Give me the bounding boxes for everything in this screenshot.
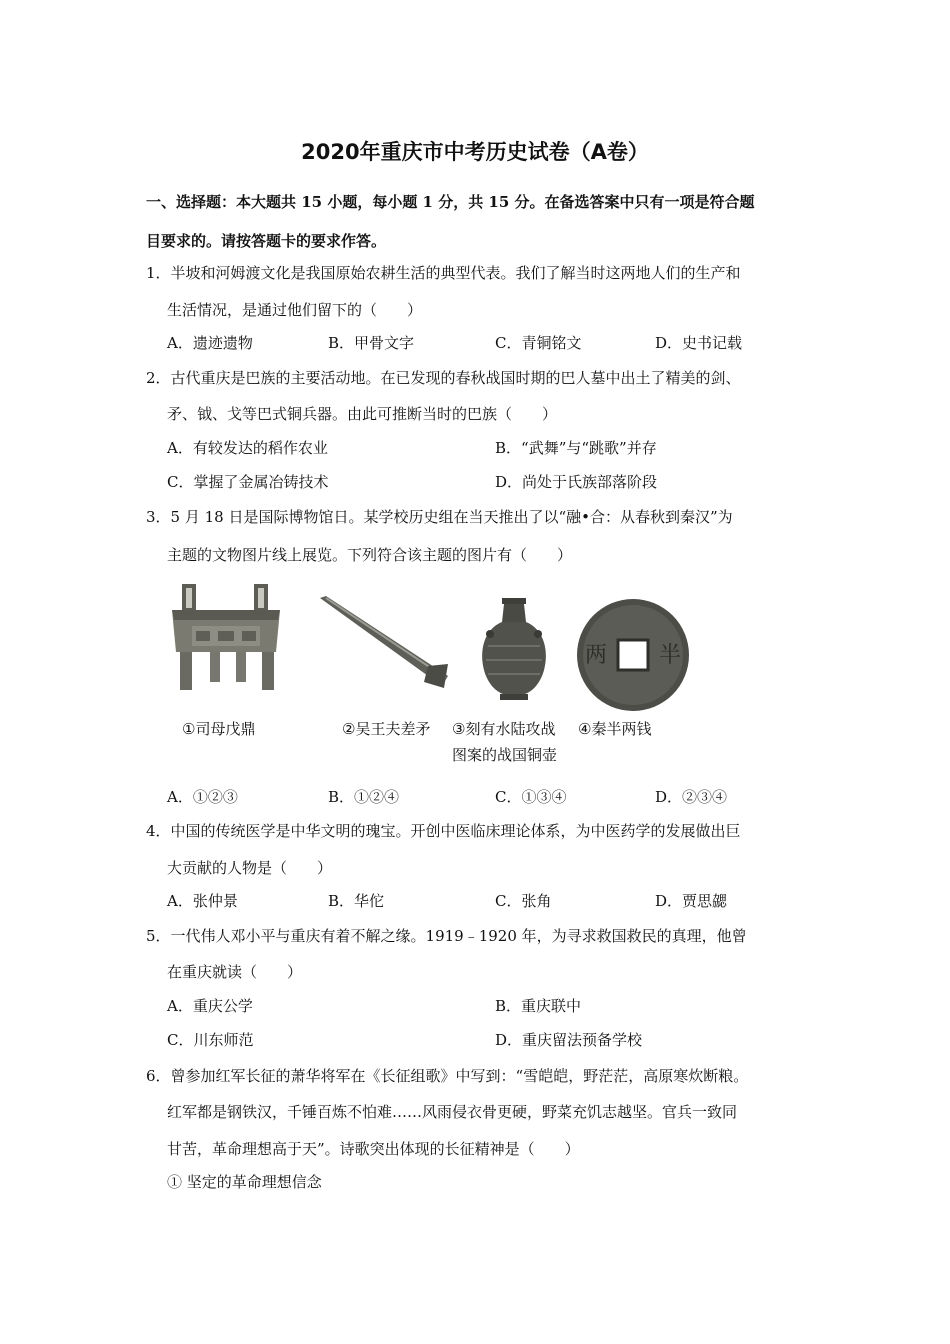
question-1-stem-line-1: 1．半坡和河姆渡文化是我国原始农耕生活的典型代表。我们了解当时这两地人们的生产和 (146, 264, 741, 282)
question-5-stem-line-1: 5．一代伟人邓小平与重庆有着不解之缘。1919﹣1920 年，为寻求救国救民的真理，他曾 (146, 927, 747, 945)
question-2-option-b: B．“武舞”与“跳歌”并存 (495, 439, 657, 457)
question-3-option-a: A．①②③ (167, 788, 238, 806)
coin-char-liang: 两 (584, 643, 608, 668)
question-4-option-b: B．华佗 (328, 892, 385, 910)
question-1-option-a: A．遗迹遗物 (167, 334, 253, 352)
question-3-stem-line-2: 主题的文物图片线上展览。下列符合该主题的图片有（ ） (167, 546, 573, 564)
caption-ding: ①司母戊鼎 (182, 720, 256, 738)
bronze-pot-image (478, 596, 550, 702)
page-title: 2020年重庆市中考历史试卷（A卷） (301, 140, 649, 164)
question-5-option-b: B．重庆联中 (495, 997, 582, 1015)
question-1-option-d: D．史书记载 (655, 334, 743, 352)
coin-char-ban: 半 (658, 643, 682, 668)
question-3-stem-line-1: 3．5 月 18 日是国际博物馆日。某学校历史组在当天推出了以“融•合：从春秋到秦汉”为 (146, 508, 733, 526)
question-2-stem-line-2: 矛、钺、戈等巴式铜兵器。由此可推断当时的巴族（ ） (167, 405, 558, 423)
question-6-item-1: ① 坚定的革命理想信念 (167, 1173, 322, 1191)
caption-spear: ②吴王夫差矛 (342, 720, 431, 738)
question-1-option-c: C．青铜铭文 (495, 334, 582, 352)
question-4-option-c: C．张角 (495, 892, 552, 910)
question-6-stem-line-1: 6．曾参加红军长征的萧华将军在《长征组歌》中写到：“雪皑皑，野茫茫，高原寒炊断粮。 (146, 1067, 749, 1085)
question-5-option-c: C．川东师范 (167, 1031, 254, 1049)
question-6-stem-line-2: 红军都是钢铁汉，千锤百炼不怕难……风雨侵衣骨更硬，野菜充饥志越坚。官兵一致同 (167, 1103, 738, 1121)
caption-coin: ④秦半两钱 (578, 720, 652, 738)
question-5-option-d: D．重庆留法预备学校 (495, 1031, 643, 1049)
question-2-option-a: A．有较发达的稻作农业 (167, 439, 328, 457)
question-4-option-a: A．张仲景 (167, 892, 238, 910)
question-4-stem-line-1: 4．中国的传统医学是中华文明的瑰宝。开创中医临床理论体系，为中医药学的发展做出巨 (146, 822, 741, 840)
question-4-stem-line-2: 大贡献的人物是（ ） (167, 859, 333, 877)
question-6-stem-line-3: 甘苦，革命理想高于天”。诗歌突出体现的长征精神是（ ） (167, 1140, 580, 1158)
spear-image (316, 592, 452, 692)
question-5-stem-line-2: 在重庆就读（ ） (167, 963, 303, 981)
question-5-option-a: A．重庆公学 (167, 997, 253, 1015)
question-3-option-c: C．①③④ (495, 788, 567, 806)
section-heading-line-1: 一、选择题：本大题共 15 小题，每小题 1 分，共 15 分。在备选答案中只有一项是符合题 (146, 193, 755, 211)
question-2-option-c: C．掌握了金属冶铸技术 (167, 473, 329, 491)
question-4-option-d: D．贾思勰 (655, 892, 728, 910)
question-3-option-b: B．①②④ (328, 788, 400, 806)
question-1-option-b: B．甲骨文字 (328, 334, 415, 352)
section-heading-line-2: 目要求的。请按答题卡的要求作答。 (146, 232, 387, 250)
ding-cauldron-image (166, 576, 286, 696)
question-1-stem-line-2: 生活情况，是通过他们留下的（ ） (167, 301, 423, 319)
question-2-option-d: D．尚处于氏族部落阶段 (495, 473, 658, 491)
caption-pot-line-1: ③刻有水陆攻战 (452, 720, 556, 738)
coin-image (574, 596, 692, 714)
question-2-stem-line-1: 2．古代重庆是巴族的主要活动地。在已发现的春秋战国时期的巴人墓中出土了精美的剑、 (146, 369, 741, 387)
question-3-option-d: D．②③④ (655, 788, 728, 806)
caption-pot-line-2: 图案的战国铜壶 (452, 746, 558, 764)
